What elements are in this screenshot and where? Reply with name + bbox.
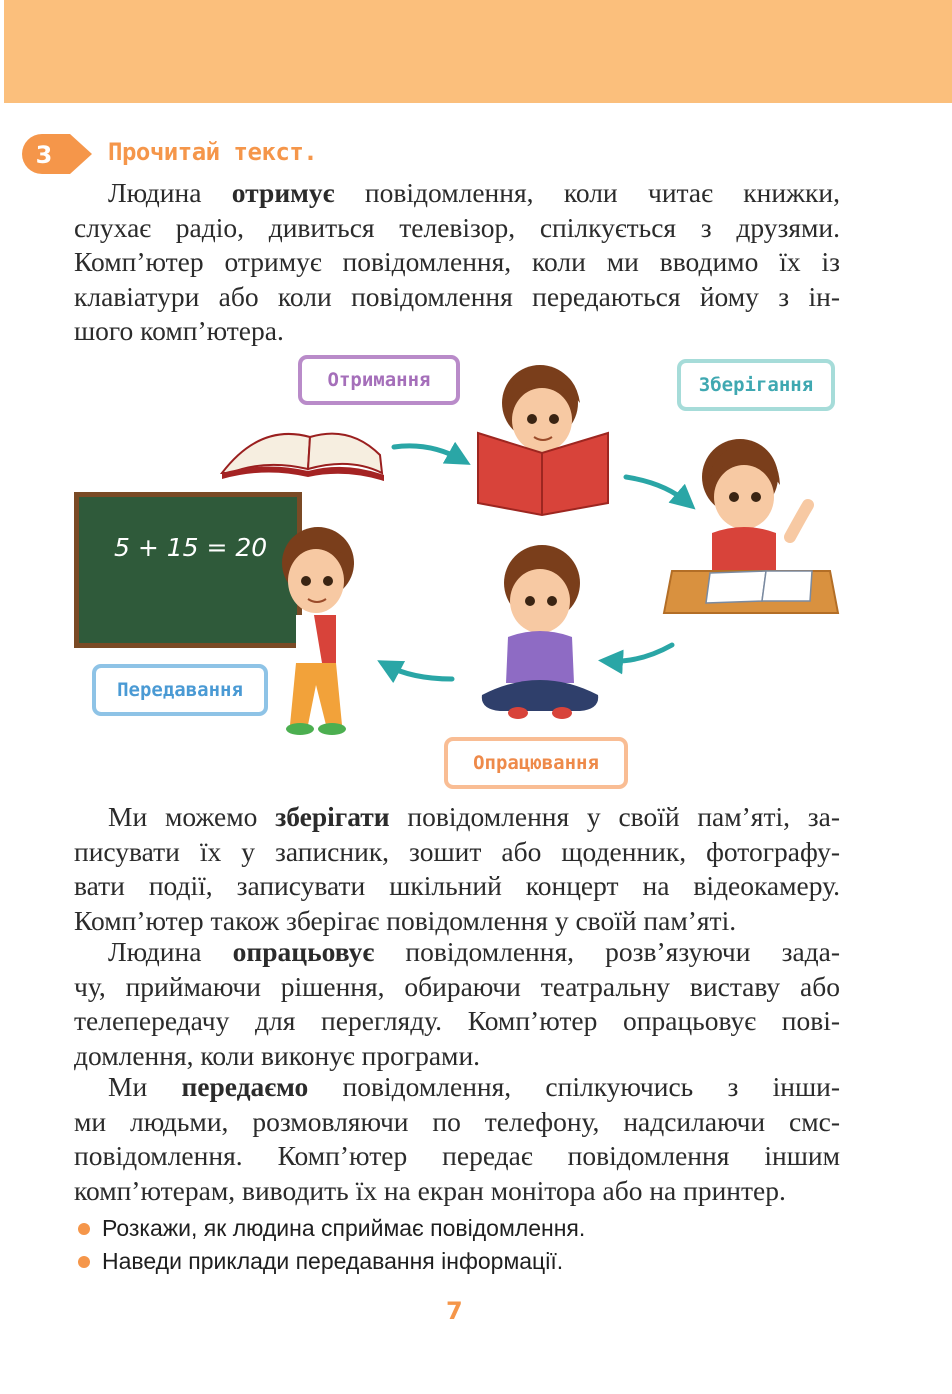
page-number: 7 xyxy=(446,1297,463,1325)
list-item xyxy=(78,1212,585,1245)
text-line: писувати їх у записник, зошит або щоденник, фотографу- xyxy=(74,835,840,867)
text-line: телепередачу для перегляду. Комп’ютер опрацьовує пові- xyxy=(74,1005,840,1037)
text-line: вати події, записувати шкільний концерт на відеокамеру. xyxy=(74,870,840,902)
bullet-text: Наведи приклади передавання інформації. xyxy=(102,1248,564,1274)
paragraph-receiving xyxy=(74,176,840,349)
text-line: клавіатури або коли повідомлення передаються йому з ін- xyxy=(74,280,840,312)
text-line: Людина отримує повідомлення, коли читає книжки, xyxy=(108,177,841,208)
label-receiving: Отримання xyxy=(298,355,460,405)
text-line: ми людьми, розмовляючи по телефону, надсилаючи смс- xyxy=(74,1105,840,1137)
text-line: Ми можемо зберігати повідомлення у своїй пам’яті, за- xyxy=(108,801,840,832)
header-band xyxy=(4,0,952,103)
text-line: шого комп’ютера. xyxy=(74,315,284,347)
writing-boy-icon xyxy=(664,439,838,613)
text-line: повідомлення. Комп’ютер передає повідомлення іншим xyxy=(74,1140,840,1172)
illustration-art xyxy=(60,345,860,795)
text-line: чу, приймаючи рішення, обираючи театральну виставу або xyxy=(74,970,840,1002)
bullet-dot-icon xyxy=(78,1223,90,1235)
keyword-receives: отримує xyxy=(231,177,335,208)
question-list xyxy=(78,1212,585,1278)
thinking-boy-icon xyxy=(482,545,598,719)
reading-boy-icon xyxy=(478,365,608,515)
keyword-store: зберігати xyxy=(275,801,390,832)
text-line: Ми передаємо повідомлення, спілкуючись з інши- xyxy=(108,1071,841,1102)
information-cycle-illustration xyxy=(60,345,860,795)
text-line: комп’ютерам, виводить їх на екран монітора або на принтер. xyxy=(74,1174,786,1206)
blackboard-surface xyxy=(79,497,297,643)
arrow-icon xyxy=(394,446,462,460)
paragraph-transmitting xyxy=(74,1070,840,1208)
text-line: домлення, коли виконує програми. xyxy=(74,1039,481,1071)
task-number-badge xyxy=(22,134,92,174)
keyword-processes: опрацьовує xyxy=(232,936,375,967)
text-line: Комп’ютер також зберігає повідомлення у своїй пам’яті. xyxy=(74,904,737,936)
paragraph-processing xyxy=(74,935,840,1073)
text-line: слухає радіо, дивиться телевізор, спілкується з друзями. xyxy=(74,211,840,243)
open-book-icon xyxy=(222,434,384,481)
blackboard-icon xyxy=(74,492,302,648)
keyword-transmit: передаємо xyxy=(181,1071,309,1102)
label-processing: Опрацювання xyxy=(444,737,628,789)
bullet-dot-icon xyxy=(78,1256,90,1268)
list-item xyxy=(78,1245,585,1278)
task-heading: Прочитай текст. xyxy=(108,138,318,166)
label-storing: Зберігання xyxy=(677,359,835,411)
blackboard-text: 5 + 15 = 20 xyxy=(114,533,268,562)
arrow-icon xyxy=(626,477,688,503)
task-number: 3 xyxy=(35,141,53,169)
arrow-icon xyxy=(608,645,672,661)
paragraph-storing xyxy=(74,800,840,938)
bullet-text: Розкажи, як людина сприймає повідомлення. xyxy=(102,1215,586,1241)
text-line: Людина опрацьовує повідомлення, розв’язуючи зада- xyxy=(108,936,840,967)
text-line: Комп’ютер отримує повідомлення, коли ми вводимо їх із xyxy=(74,246,840,278)
label-transmitting: Передавання xyxy=(92,664,268,716)
arrow-icon xyxy=(386,665,452,679)
